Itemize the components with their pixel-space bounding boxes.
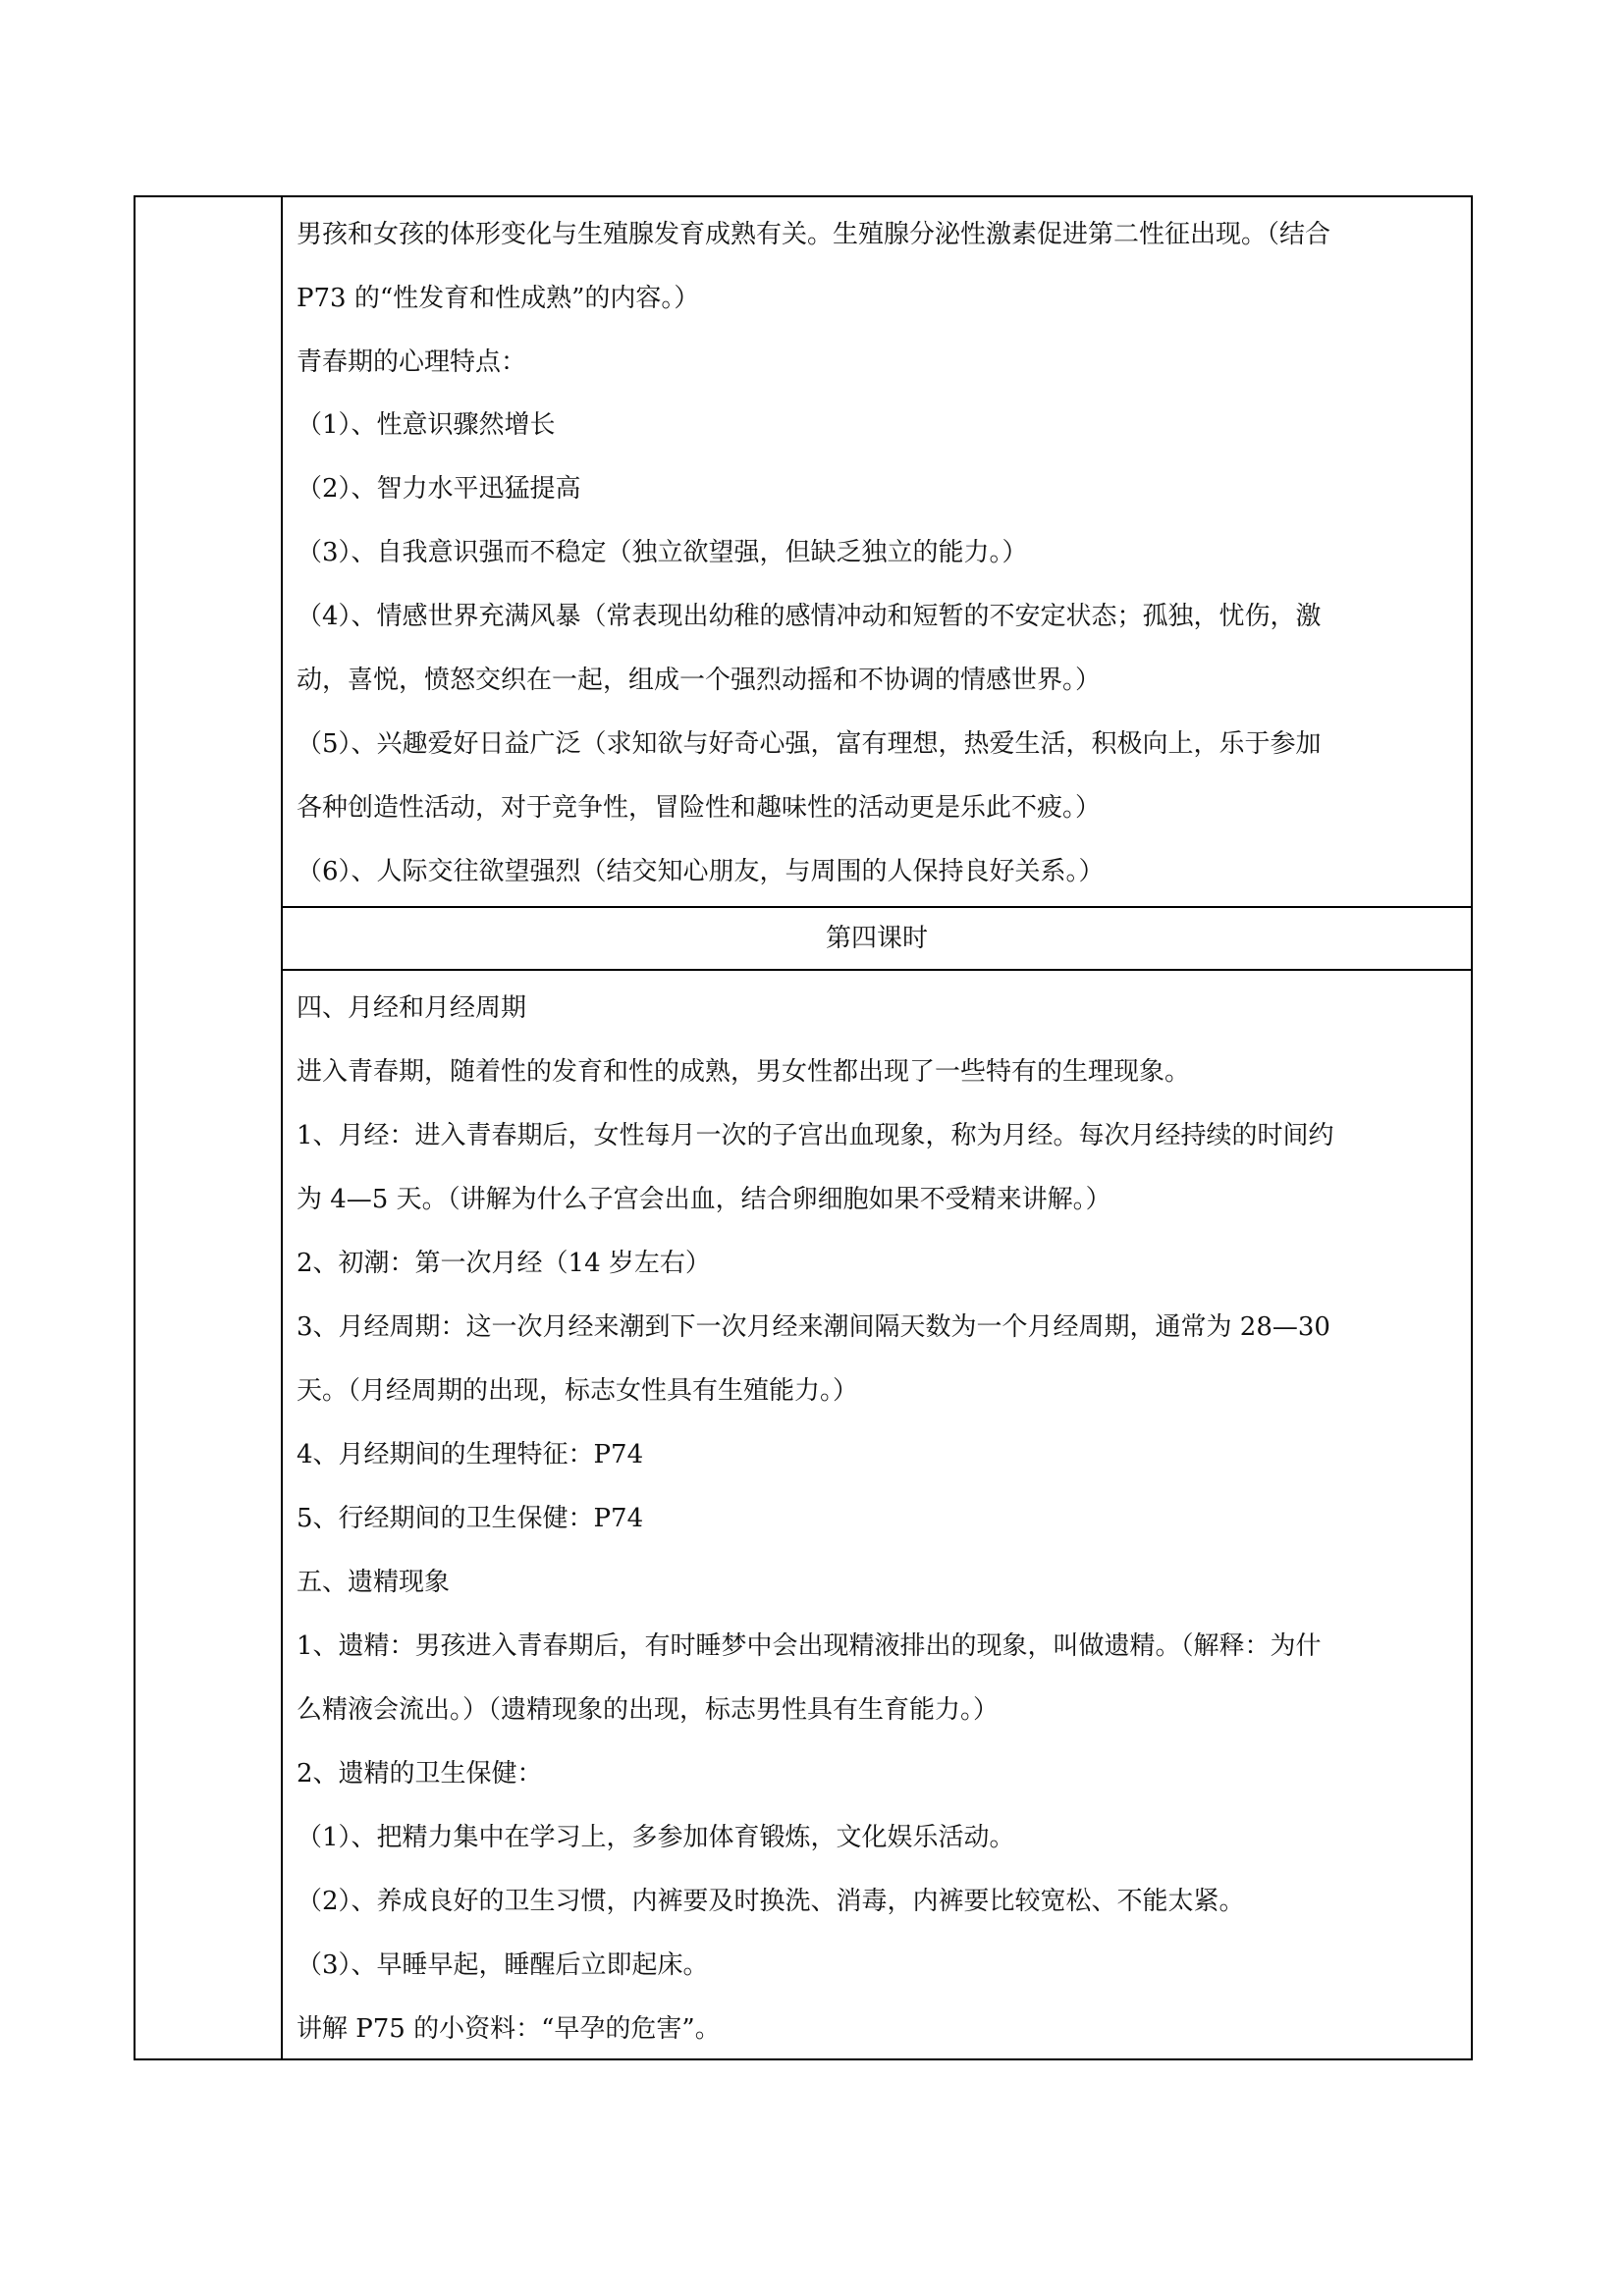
lesson-table (134, 195, 1473, 2060)
right-column (283, 197, 1471, 2058)
text-line: （5）、兴趣爱好日益广泛（求知欲与好奇心强，富有理想，热爱生活，积极向上，乐于参加 (297, 729, 1322, 759)
text-line: 2、遗精的卫生保健： (297, 1759, 543, 1789)
text-line: （1）、把精力集中在学习上，多参加体育锻炼，文化娱乐活动。 (297, 1823, 1015, 1852)
text-line: P73 的“性发育和性成熟”的内容。） (297, 284, 700, 313)
text-line: （2）、养成良好的卫生习惯，内裤要及时换洗、消毒，内裤要比较宽松、不能太紧。 (297, 1887, 1245, 1916)
text-line: 各种创造性活动，对于竞争性，冒险性和趣味性的活动更是乐此不疲。） (297, 793, 1102, 823)
text-line: 2、初潮：第一次月经（14 岁左右） (297, 1249, 711, 1278)
text-line: （4）、情感世界充满风暴（常表现出幼稚的感情冲动和短暂的不安定状态；孤独，忧伤，激 (297, 602, 1322, 631)
text-line: 四、月经和月经周期 (297, 993, 527, 1023)
text-line: 1、月经：进入青春期后，女性每月一次的子宫出血现象，称为月经。每次月经持续的时间约 (297, 1121, 1334, 1150)
text-line: （3）、早睡早起，睡醒后立即起床。 (297, 1950, 709, 1980)
text-line: 1、遗精：男孩进入青春期后，有时睡梦中会出现精液排出的现象，叫做遗精。（解释：为什 (297, 1631, 1322, 1661)
left-column (135, 197, 283, 2058)
text-line: 青春期的心理特点： (297, 347, 527, 377)
text-line: 讲解 P75 的小资料：“早孕的危害”。 (297, 2014, 721, 2044)
text-line: 进入青春期，随着性的发育和性的成熟，男女性都出现了一些特有的生理现象。 (297, 1057, 1191, 1087)
text-line: 五、遗精现象 (297, 1568, 451, 1597)
content-section-2 (283, 971, 1471, 2062)
text-line: （2）、智力水平迅猛提高 (297, 474, 581, 504)
text-line: 天。（月经周期的出现，标志女性具有生殖能力。） (297, 1376, 859, 1406)
text-line: 3、月经周期：这一次月经来潮到下一次月经来潮间隔天数为一个月经周期，通常为 28—30 (297, 1312, 1330, 1342)
content-section-1 (283, 197, 1471, 906)
text-line: 4、月经期间的生理特征：P74 (297, 1440, 644, 1469)
text-line: （6）、人际交往欲望强烈（结交知心朋友，与周围的人保持良好关系。） (297, 857, 1105, 886)
lesson-period-header (283, 906, 1471, 971)
text-line: 动，喜悦，愤怒交织在一起，组成一个强烈动摇和不协调的情感世界。） (297, 666, 1102, 695)
text-line: 么精液会流出。）（遗精现象的出现，标志男性具有生育能力。） (297, 1695, 1000, 1725)
text-line: （1）、性意识骤然增长 (297, 410, 556, 440)
text-line: 5、行经期间的卫生保健：P74 (297, 1504, 644, 1533)
text-line: （3）、自我意识强而不稳定（独立欲望强，但缺乏独立的能力。） (297, 538, 1028, 567)
lesson-period-title: 第四课时 (825, 924, 928, 953)
text-line: 男孩和女孩的体形变化与生殖腺发育成熟有关。生殖腺分泌性激素促进第二性征出现。（结合 (297, 220, 1331, 249)
text-line: 为 4—5 天。（讲解为什么子宫会出血，结合卵细胞如果不受精来讲解。） (297, 1185, 1111, 1214)
